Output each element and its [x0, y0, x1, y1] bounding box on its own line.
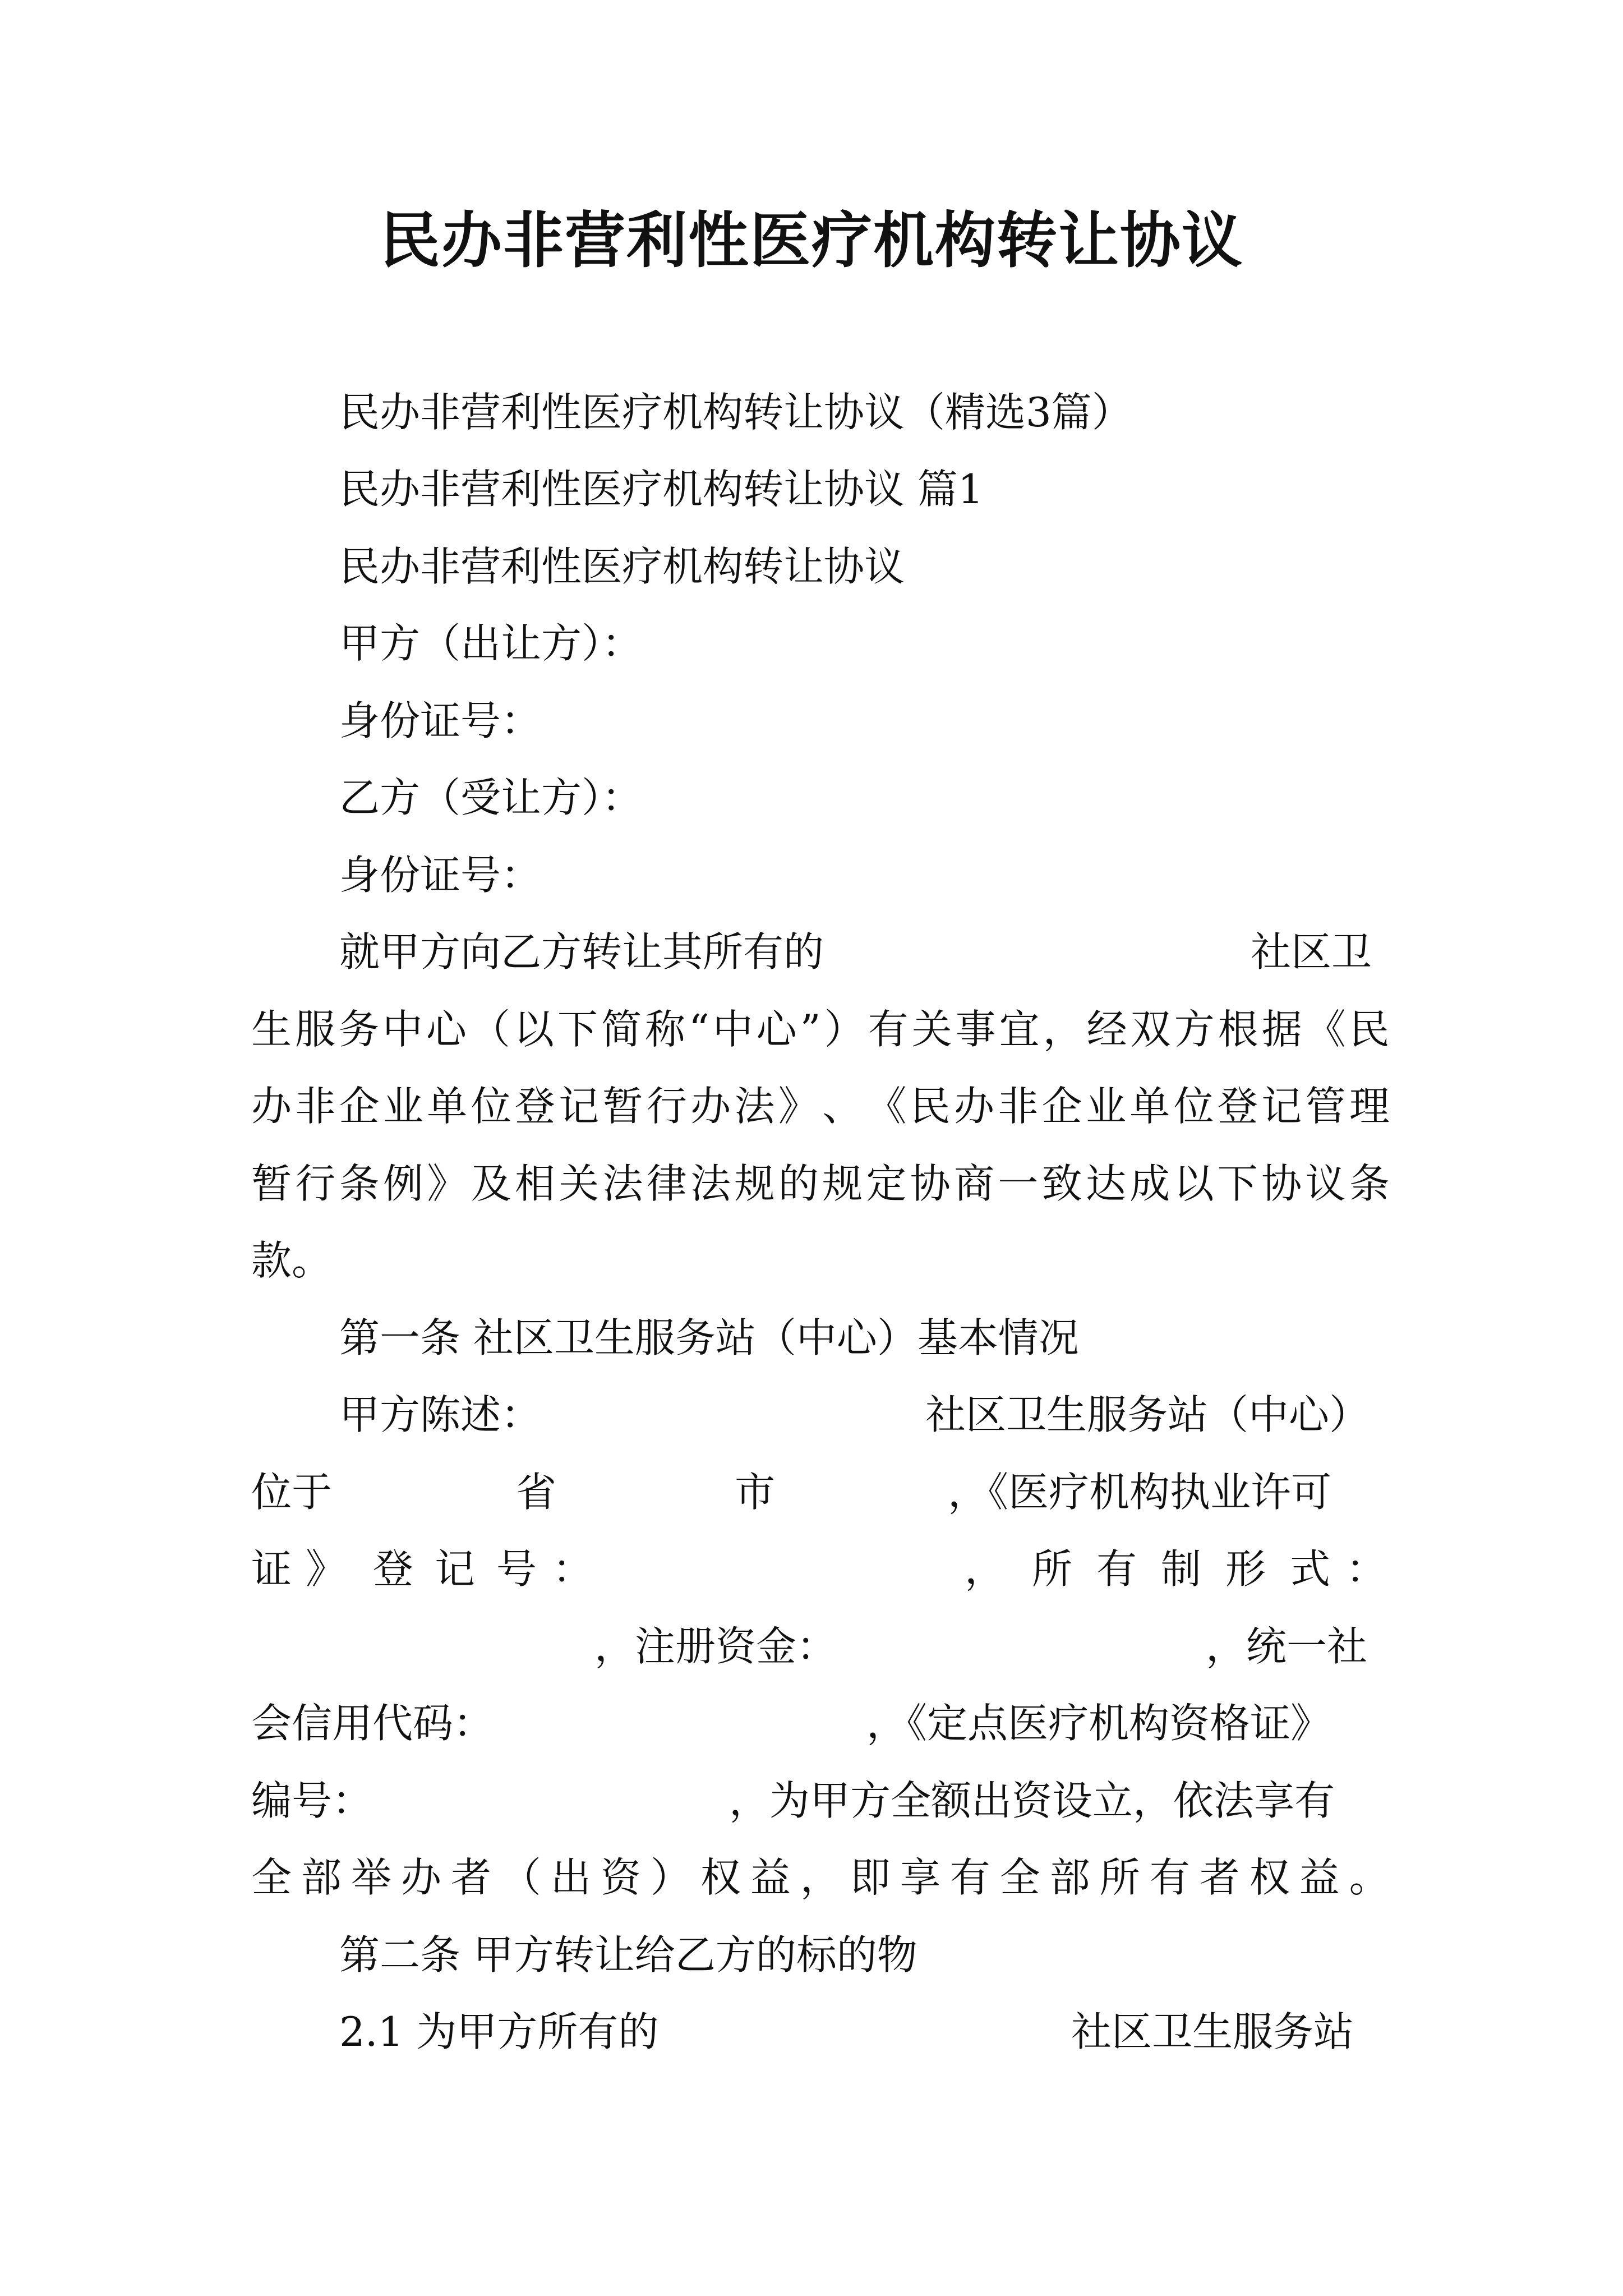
glyph: 达	[1085, 1160, 1126, 1207]
glyph: ，	[800, 1854, 841, 1901]
glyph: 办	[251, 1083, 292, 1130]
glyph: 享	[900, 1854, 940, 1901]
glyph: 律	[646, 1160, 687, 1207]
funding-statement: ，为甲方全额出资设立，依法享有	[729, 1777, 1335, 1824]
glyph: 暂	[251, 1160, 292, 1207]
glyph: 宜	[999, 1006, 1040, 1053]
glyph: 部	[1049, 1854, 1090, 1901]
article-1-line-1-end: 社区卫生服务站（中心）	[925, 1391, 1370, 1438]
s3-char: 制	[1161, 1545, 1202, 1593]
glyph: 《	[866, 1083, 907, 1130]
s3-char: 所	[1032, 1545, 1073, 1593]
s3-char: 号	[496, 1545, 537, 1593]
ownership-statement	[251, 1849, 1390, 1906]
glyph: 成	[1129, 1160, 1170, 1207]
glyph: 下	[557, 1006, 598, 1053]
license-label: ，《医疗机构执业许可	[948, 1469, 1332, 1516]
glyph: 理	[1349, 1083, 1390, 1130]
glyph: 非	[295, 1083, 336, 1130]
glyph: 企	[1041, 1083, 1082, 1130]
glyph: 务	[339, 1006, 380, 1053]
glyph: 管	[1305, 1083, 1346, 1130]
glyph: 位	[1173, 1083, 1214, 1130]
glyph: 规	[734, 1160, 775, 1207]
glyph: 、	[822, 1083, 863, 1130]
glyph: 记	[559, 1083, 600, 1130]
glyph: 经	[1086, 1006, 1127, 1053]
glyph: 心	[756, 1006, 797, 1053]
glyph: 简	[601, 1006, 642, 1053]
s3-char: 形	[1225, 1545, 1266, 1593]
glyph: 办	[954, 1083, 995, 1130]
glyph: 称	[645, 1006, 686, 1053]
glyph: 暂	[602, 1083, 643, 1130]
intro-line-4	[251, 1156, 1390, 1212]
glyph: 企	[339, 1083, 380, 1130]
glyph: 据	[1261, 1006, 1302, 1053]
glyph: 中	[712, 1006, 753, 1053]
party-a-label: 甲方（出让方）：	[339, 620, 643, 667]
glyph: 登	[514, 1083, 555, 1130]
glyph: 议	[1305, 1160, 1346, 1207]
glyph: 一	[998, 1160, 1039, 1207]
glyph: 定	[866, 1160, 907, 1207]
glyph: 中	[382, 1006, 423, 1053]
s3-char: 式	[1290, 1545, 1331, 1593]
glyph: 协	[910, 1160, 951, 1207]
registered-capital-label: ，注册资金：	[594, 1623, 837, 1670]
glyph: 益	[750, 1854, 791, 1901]
credit-code-label-end: 会信用代码：	[251, 1700, 494, 1747]
glyph: “	[689, 1006, 709, 1053]
glyph: 办	[690, 1083, 731, 1130]
item-2-1-end: 社区卫生服务站	[1071, 2008, 1354, 2055]
glyph: 有	[949, 1854, 990, 1901]
glyph: 部	[301, 1854, 342, 1901]
article-1-line-1-start: 甲方陈述：	[339, 1391, 542, 1438]
glyph: 行	[646, 1083, 687, 1130]
glyph: 服	[295, 1006, 336, 1053]
glyph: 》	[778, 1083, 819, 1130]
glyph: 者	[450, 1854, 491, 1901]
glyph: 致	[1041, 1160, 1082, 1207]
glyph: 双	[1130, 1006, 1171, 1053]
glyph: ）	[650, 1854, 691, 1901]
location-label: 位于	[251, 1469, 333, 1516]
glyph: 》	[427, 1160, 468, 1207]
agreement-name: 民办非营利性医疗机构转让协议	[339, 543, 905, 590]
s3-char: 记	[435, 1545, 476, 1593]
glyph: 《	[1305, 1006, 1346, 1053]
glyph: ）	[824, 1006, 865, 1053]
s3-char: 证	[251, 1545, 292, 1593]
glyph: （	[470, 1006, 511, 1053]
s3-char: ，	[965, 1545, 1006, 1593]
item-2-1-start: 2.1 为甲方所有的	[339, 2008, 659, 2055]
glyph: 登	[1217, 1083, 1258, 1130]
glyph: 法	[734, 1083, 775, 1130]
glyph: 例	[382, 1160, 423, 1207]
s3-char: 登	[373, 1545, 414, 1593]
s3-char: 》	[306, 1545, 347, 1593]
glyph: 民	[1349, 1006, 1390, 1053]
credit-code-label-start: ，统一社	[1206, 1623, 1368, 1670]
glyph: 规	[822, 1160, 863, 1207]
article-1-heading: 第一条 社区卫生服务站（中心）基本情况	[339, 1314, 1079, 1361]
glyph: 行	[295, 1160, 336, 1207]
glyph: 单	[1129, 1083, 1170, 1130]
s3-char: 有	[1096, 1545, 1137, 1593]
glyph: 的	[778, 1160, 819, 1207]
glyph: 生	[251, 1006, 292, 1053]
s3-char: ：	[1346, 1545, 1387, 1593]
glyph: 民	[910, 1083, 951, 1130]
party-b-label: 乙方（受让方）：	[339, 774, 643, 821]
glyph: 资	[600, 1854, 641, 1901]
glyph: 单	[427, 1083, 468, 1130]
glyph: 方	[1174, 1006, 1215, 1053]
glyph: 及	[471, 1160, 511, 1207]
glyph: 条	[339, 1160, 380, 1207]
glyph: 事	[955, 1006, 996, 1053]
glyph: 者	[1199, 1854, 1240, 1901]
section-heading: 民办非营利性医疗机构转让协议 篇1	[339, 466, 984, 513]
glyph: 以	[1173, 1160, 1214, 1207]
glyph: 根	[1218, 1006, 1258, 1053]
intro-line-2	[251, 1001, 1390, 1057]
glyph: 全	[251, 1854, 292, 1901]
glyph: 法	[602, 1160, 643, 1207]
intro-line-1-end: 社区卫	[1251, 928, 1372, 976]
glyph: 以	[514, 1006, 555, 1053]
glyph: 即	[850, 1854, 891, 1901]
party-b-id-label: 身份证号：	[339, 852, 542, 899]
s3-char: ：	[552, 1545, 593, 1593]
glyph: 非	[998, 1083, 1039, 1130]
glyph: 心	[426, 1006, 467, 1053]
glyph: 有	[868, 1006, 909, 1053]
city-label: 市	[735, 1469, 776, 1516]
article-2-heading: 第二条 甲方转让给乙方的标的物	[339, 1931, 917, 1978]
intro-line-3	[251, 1078, 1390, 1134]
number-label: 编号：	[251, 1777, 373, 1824]
glyph: 权	[700, 1854, 741, 1901]
glyph: 条	[1349, 1160, 1390, 1207]
party-a-id-label: 身份证号：	[339, 697, 542, 744]
glyph: 益	[1299, 1854, 1340, 1901]
glyph: 记	[1261, 1083, 1302, 1130]
designated-cert-label: ，《定点医疗机构资格证》	[866, 1700, 1331, 1747]
glyph: ”	[800, 1006, 821, 1053]
province-label: 省	[516, 1469, 557, 1516]
glyph: ，	[1043, 1006, 1083, 1053]
glyph: 关	[911, 1006, 952, 1053]
glyph: 下	[1217, 1160, 1258, 1207]
glyph: 。	[1349, 1854, 1390, 1901]
glyph: 商	[954, 1160, 995, 1207]
subtitle-line: 民办非营利性医疗机构转让协议（精选3篇）	[339, 389, 1132, 436]
glyph: 业	[382, 1083, 423, 1130]
glyph: 关	[559, 1160, 600, 1207]
glyph: （	[500, 1854, 541, 1901]
glyph: 全	[999, 1854, 1040, 1901]
glyph: 位	[471, 1083, 511, 1130]
glyph: 举	[351, 1854, 391, 1901]
glyph: 所	[1099, 1854, 1140, 1901]
glyph: 有	[1149, 1854, 1190, 1901]
document-title: 民办非营利性医疗机构转让协议	[379, 206, 1243, 276]
glyph: 相	[514, 1160, 555, 1207]
glyph: 办	[400, 1854, 441, 1901]
glyph: 法	[690, 1160, 731, 1207]
glyph: 协	[1261, 1160, 1302, 1207]
glyph: 权	[1249, 1854, 1290, 1901]
intro-line-1-start: 就甲方向乙方转让其所有的	[339, 928, 824, 976]
glyph: 业	[1085, 1083, 1126, 1130]
glyph: 出	[550, 1854, 591, 1901]
intro-line-5: 款。	[251, 1237, 333, 1284]
